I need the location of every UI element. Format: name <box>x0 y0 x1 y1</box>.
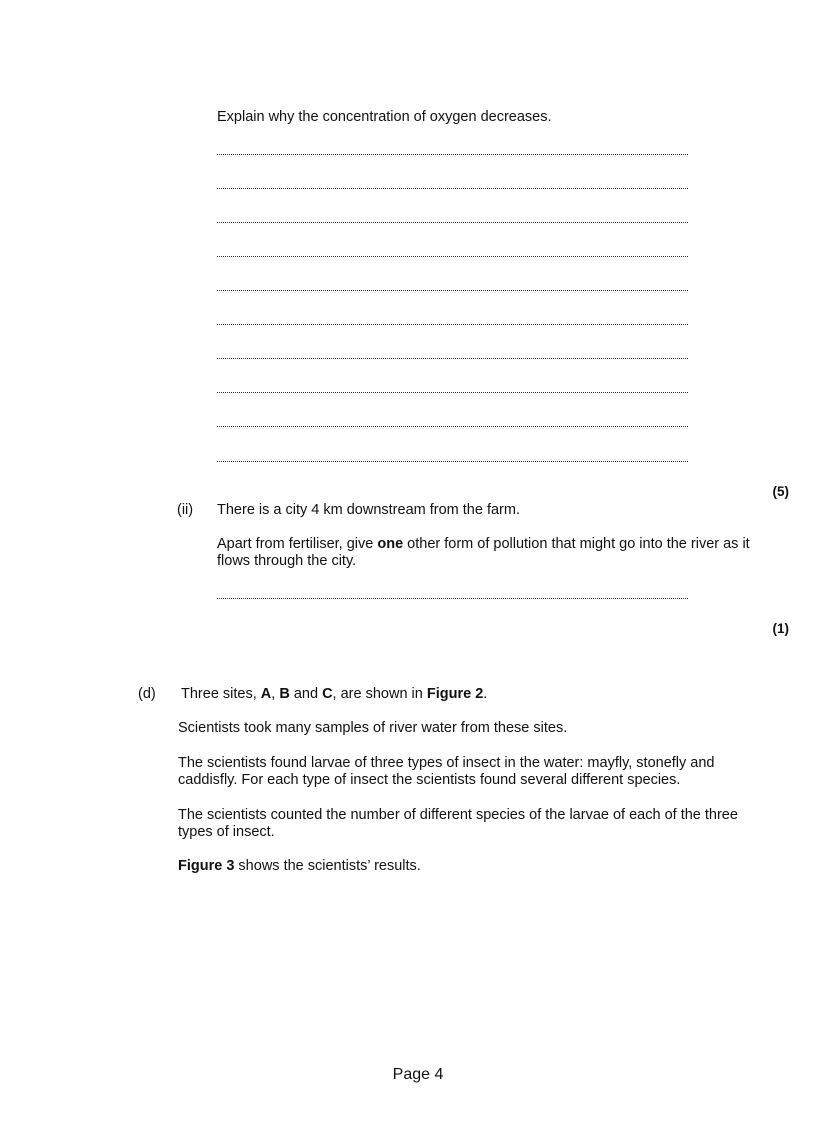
question-statement: There is a city 4 km downstream from the farm. <box>217 502 520 518</box>
text: and <box>289 686 323 702</box>
question-text-part: other form of pollution that might go into the river as it flows through the city. <box>217 536 750 569</box>
question-text <box>217 536 762 570</box>
answer-line[interactable] <box>217 222 688 223</box>
figure-reference: Figure 3 <box>178 858 235 874</box>
marks-label: (1) <box>772 620 789 636</box>
answer-line[interactable] <box>217 598 688 599</box>
answer-line[interactable] <box>217 324 688 325</box>
question-text: Explain why the concentration of oxygen decreases. <box>217 109 552 125</box>
answer-line[interactable] <box>217 290 688 291</box>
answer-line[interactable] <box>217 358 688 359</box>
part-letter: (d) <box>138 686 156 702</box>
site-label: B <box>279 686 290 702</box>
answer-line[interactable] <box>217 426 688 427</box>
answer-line[interactable] <box>217 392 688 393</box>
site-label: C <box>322 686 333 702</box>
text: Three sites, <box>181 686 261 702</box>
marks-label: (5) <box>772 483 789 499</box>
figure-reference: Figure 2 <box>426 686 484 702</box>
emphasis-text: one <box>377 536 404 552</box>
text: . <box>483 686 488 702</box>
text: , are shown in <box>332 686 427 702</box>
answer-line[interactable] <box>217 256 688 257</box>
answer-line[interactable] <box>217 154 688 155</box>
answer-line[interactable] <box>217 188 688 189</box>
question-number: (ii) <box>177 502 194 518</box>
question-text-part: Apart from fertiliser, give <box>217 536 378 552</box>
paragraph <box>181 686 487 703</box>
paragraph <box>178 858 421 875</box>
site-label: A <box>260 686 272 702</box>
page-number: Page 4 <box>392 1066 444 1083</box>
paragraph: The scientists counted the number of different species of the larvae of each of the three types of insect. <box>178 807 738 840</box>
text: shows the scientists’ results. <box>234 858 421 874</box>
paragraph: Scientists took many samples of river water from these sites. <box>178 720 568 736</box>
answer-line[interactable] <box>217 461 688 462</box>
paragraph: The scientists found larvae of three types of insect in the water: mayfly, stonefly and caddisfly. For each type of insect the scientists found several different species. <box>178 755 715 788</box>
text: , <box>271 686 280 702</box>
